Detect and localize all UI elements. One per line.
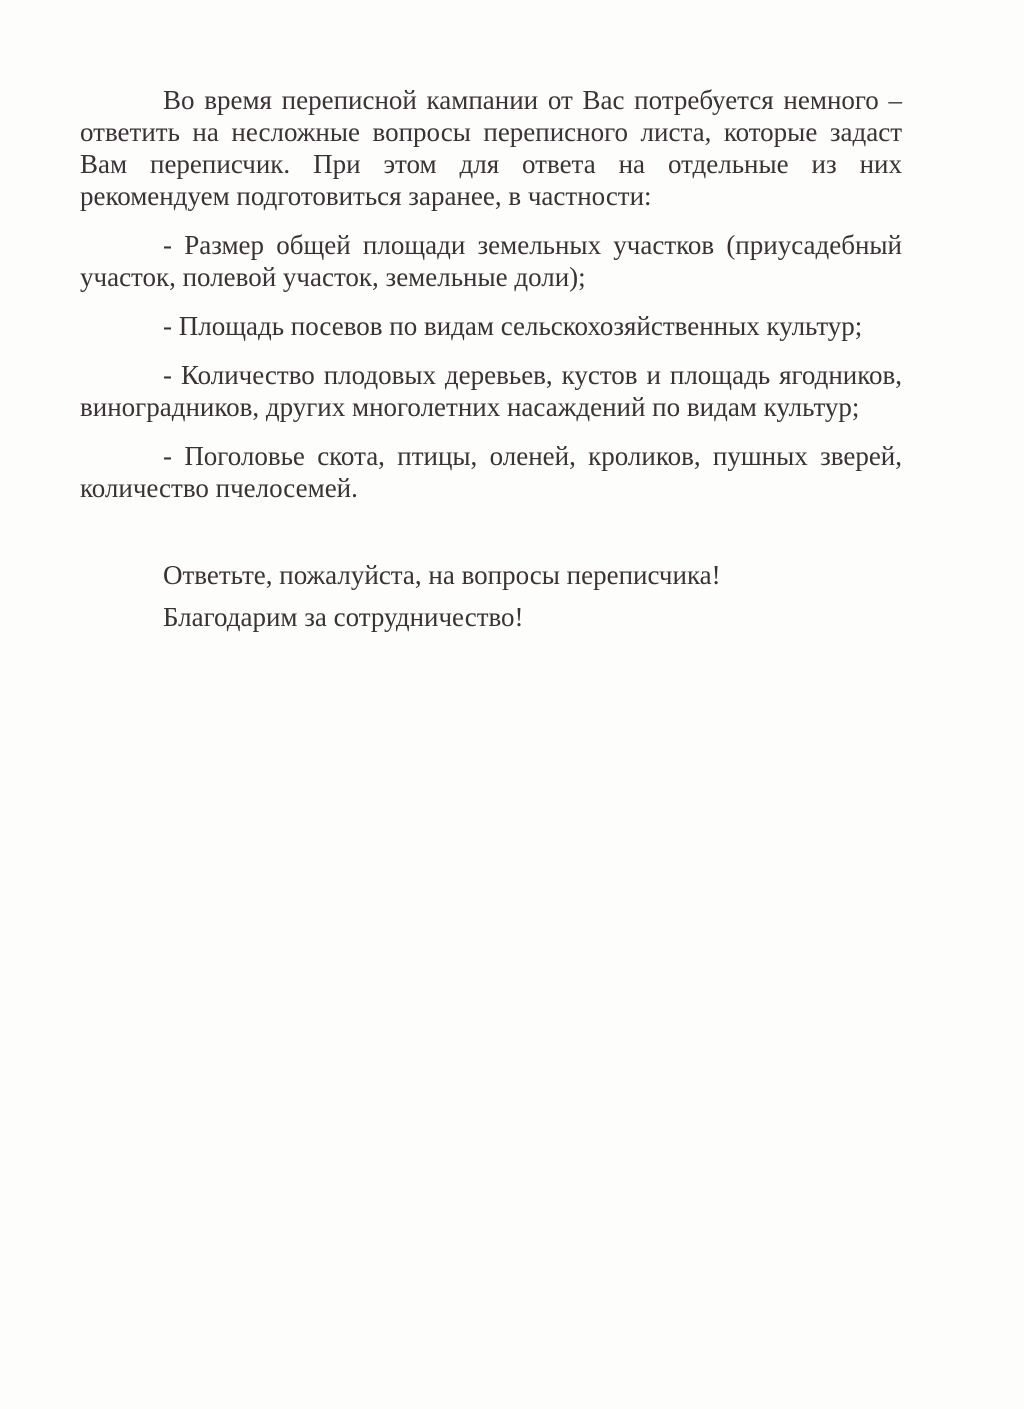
list-item-fruit-trees: - Количество плодовых деревьев, кустов и площадь ягодников, виноградников, других многолетних насаждений по видам культур; [80, 360, 902, 422]
appeal-line: Ответьте, пожалуйста, на вопросы переписчика! [163, 560, 721, 590]
thanks-line: Благодарим за сотрудничество! [163, 602, 524, 632]
intro-paragraph: Во время переписной кампании от Вас потребуется немного – ответить на несложные вопросы переписного листа, которые задаст Вам переписчик. При этом для ответа на отдельные из них рекомендуем подготовиться заранее, в частности: [80, 85, 902, 211]
list-item-land-area: - Размер общей площади земельных участков (приусадебный участок, полевой участок, земельные доли); [80, 230, 902, 292]
document-body [80, 84, 902, 643]
spacer [80, 521, 902, 559]
list-item-livestock: - Поголовье скота, птицы, оленей, кроликов, пушных зверей, количество пчелосемей. [80, 441, 902, 503]
list-item-crop-area: - Площадь посевов по видам сельскохозяйственных культур; [163, 311, 863, 341]
